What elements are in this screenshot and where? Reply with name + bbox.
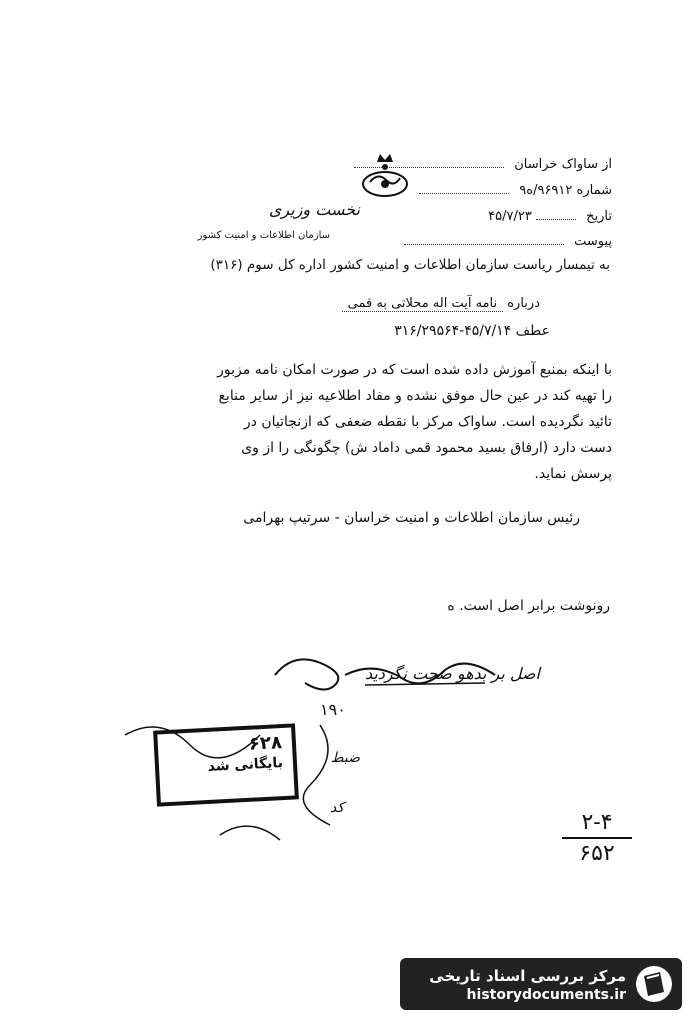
dotted-rule [354,167,504,168]
emblem-caption: نخست وزیری [268,200,360,219]
number-line [372,183,612,198]
body-line: پرسش نماید. [534,466,612,482]
signature-note: اصل بر بدهو صحت نگردید [364,664,540,683]
archive-stamp [153,723,299,806]
date-line [372,209,612,224]
attachment-line [372,234,612,249]
number-value: ۹۶۹۱۲/ه۹ [519,183,573,198]
reference-line: عطف ۴۵/۷/۱۴-۳۱۶/۲۹۵۶۴ [394,323,550,339]
margin-note: ضبط [330,750,360,766]
attachment-label: پیوست [574,234,612,249]
org-line: سازمان اطلاعات و امنیت کشور [197,230,330,241]
archive-ref-bottom: ۶۵۲ [579,841,615,866]
letter-body [122,357,612,487]
watermark-text [429,965,626,1003]
copy-note: رونوشت برابر اصل است. ه [447,598,610,614]
archive-ref-top: ۲-۴ [581,810,613,835]
date-value: ۴۵/۷/۲۳ [488,209,532,224]
watermark-url: historydocuments.ir [466,987,626,1003]
document-logo-icon [634,964,674,1004]
body-line: با اینکه بمنبع آموزش داده شده است که در صورت امکان نامه مزبور [217,362,612,378]
from-line [372,157,612,172]
body-line: تائید نگردیده است. ساواک مرکز با نقطه ضعفی که ازنجاتیان در [243,414,612,430]
from-value: ساواک خراسان [514,157,598,172]
signature-line: رئیس سازمان اطلاعات و امنیت خراسان - سرتیپ بهرامی [243,510,580,526]
from-label: از [602,157,612,172]
watermark [400,958,682,1010]
subject-label: درباره [507,296,540,311]
body-line: دست دارد (ارفاق بسید محمود قمی داماد ش) چگونگی را از وی [241,440,612,456]
stamp-text: بایگانی شد [207,755,284,775]
archive-reference [562,810,632,866]
subject-value: نامه آیت اله محلاتی به قمی [342,296,503,312]
dotted-rule [536,219,576,220]
dotted-rule [419,193,509,194]
watermark-org-name: مرکز بررسی اسناد تاریخی [429,967,626,985]
subject-line [210,296,540,311]
initial-mark: کد [330,800,345,816]
number-label: شماره [576,183,612,198]
stamp-number: ۶۲۸ [248,732,283,755]
recipient-line: به تیمسار ریاست سازمان اطلاعات و امنیت کشور اداره کل سوم (۳۱۶) [210,257,610,273]
handwritten-number: ۱۹۰ [320,700,346,719]
fraction-line [562,837,632,839]
body-line: را تهیه کند در عین حال موفق نشده و مفاد اطلاعیه نیز از سایر منابع [218,388,612,404]
date-label: تاریخ [586,209,612,224]
dotted-rule [404,244,564,245]
